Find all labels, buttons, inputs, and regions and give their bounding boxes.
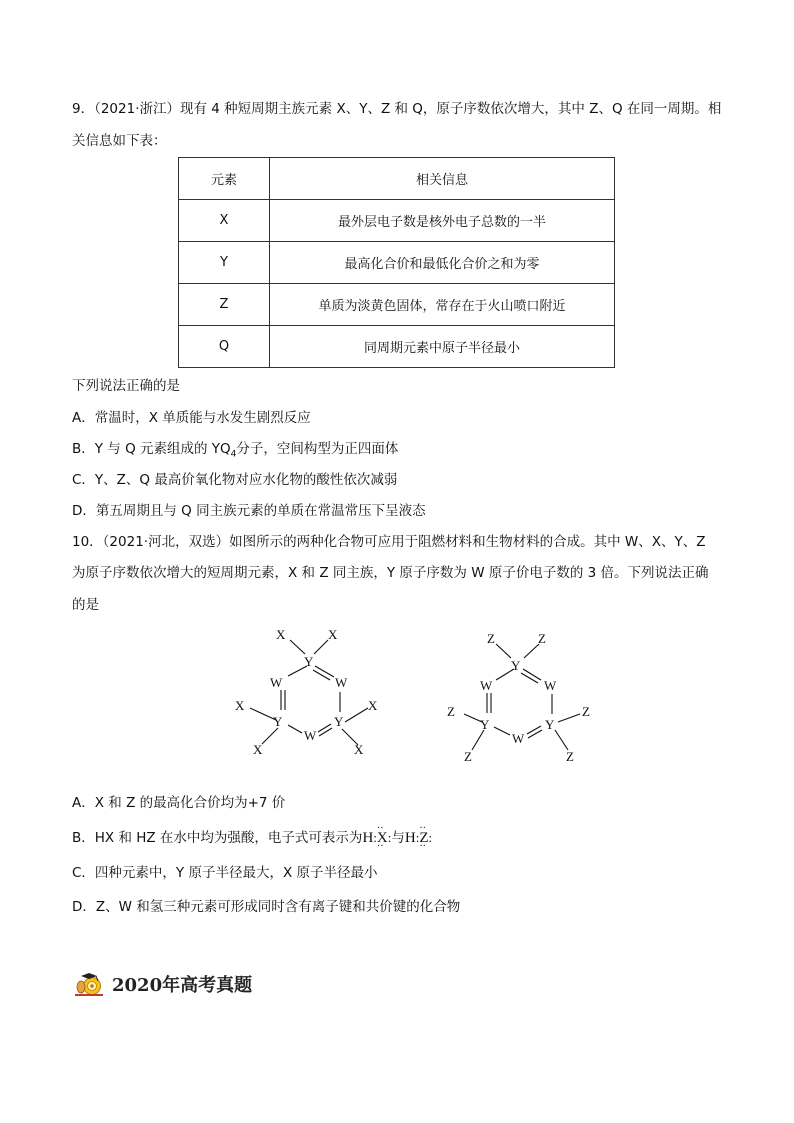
q10-stem-line1: 10．（2021·河北，双选）如图所示的两种化合物可应用于阻燃材料和生物材料的合成。其中 W、X、Y、Z [72,534,706,550]
table-cell-info: 单质为淡黄色固体，常存在于火山喷口附近 [270,284,615,326]
q10-option-a: A．X 和 Z 的最高化合价均为+7 价 [72,795,286,811]
q10-option-c: C．四种元素中，Y 原子半径最大，X 原子半径最小 [72,865,378,881]
atom-W-left: W [270,675,283,690]
q9-option-b-subscript: 4 [230,449,237,460]
atom-H: H [362,830,374,846]
atom-X-1: X [276,627,286,642]
atom-Y-left: Y [273,714,283,729]
q10-stem-line3: 的是 [72,597,99,613]
table-cell-info: 最高化合价和最低化合价之和为零 [270,242,615,284]
q9-option-b-text: B．Y 与 Q 元素组成的 YQ [72,441,231,457]
q10-option-b-text: B．HX 和 HZ 在水中均为强酸，电子式可表示为 [72,830,363,846]
q9-option-b-text-rest: 分子，空间构型为正四面体 [236,441,399,457]
compound-structure-1 [228,622,388,767]
atom-Y-top: Y [304,654,314,669]
atom-X-2: X [328,627,338,642]
q10-option-b-and: 与 [391,830,405,846]
atom-H: H [404,830,416,846]
scholar-mascot-icon [72,970,108,998]
q9-option-d: D．第五周期且与 Q 同主族元素的单质在常温常压下呈液态 [72,503,426,519]
atom-W-bottom: W [304,728,317,743]
atom-Z-6: Z [566,749,574,764]
electron-formula-hx: H:·· X ··: [362,830,391,846]
electron-formula-hz: H:·· Z ··: [405,830,432,846]
atom-Z-2: Z [538,631,546,646]
atom-W-right: W [544,678,557,693]
atom-Y-right: Y [545,717,555,732]
element-info-table [178,157,615,368]
section-heading [72,969,252,999]
table-cell-element: Q [179,326,270,368]
atom-X-4: X [253,742,263,757]
q10-stem-line2: 为原子序数依次增大的短周期元素，X 和 Z 同主族，Y 原子序数为 W 原子价电子数的 3 倍。下列说法正确 [72,565,709,581]
atom-X-5: X [368,698,378,713]
atom-X: X [376,830,388,846]
atom-W-bottom: W [512,731,525,746]
section-title: 2020年高考真题 [112,975,253,996]
table-header-info: 相关信息 [270,158,615,200]
q9-option-c: C．Y、Z、Q 最高价氧化物对应水化物的酸性依次减弱 [72,472,398,488]
q9-option-a: A．常温时，X 单质能与水发生剧烈反应 [72,410,311,426]
table-row [179,326,615,368]
table-cell-info: 最外层电子数是核外电子总数的一半 [270,200,615,242]
table-cell-element: Y [179,242,270,284]
compound-structure-2 [442,622,612,770]
atom-Y-left: Y [480,717,490,732]
q9-stem-line1: 9．（2021·浙江）现有 4 种短周期主族元素 X、Y、Z 和 Q，原子序数依次增大，其中 Z、Q 在同一周期。相 [72,101,722,117]
atom-X-6: X [354,742,364,757]
atom-X-dots [377,828,388,848]
q9-prompt: 下列说法正确的是 [72,378,180,394]
q9-option-b [72,439,398,465]
table-row [179,284,615,326]
table-header-element: 元素 [179,158,270,200]
table-row [179,200,615,242]
table-cell-info: 同周期元素中原子半径最小 [270,326,615,368]
q10-option-d: D．Z、W 和氢三种元素可形成同时含有离子键和共价键的化合物 [72,899,461,915]
q10-option-b [72,828,432,848]
atom-X-3: X [235,698,245,713]
atom-Z-5: Z [582,704,590,719]
table-cell-element: Z [179,284,270,326]
atom-Z-3: Z [447,704,455,719]
atom-W-right: W [335,675,348,690]
table-header-row [179,158,615,200]
table-cell-element: X [179,200,270,242]
atom-Y-top: Y [511,658,521,673]
atom-W-left: W [480,678,493,693]
atom-Z-dots [419,828,428,848]
table-row [179,242,615,284]
q9-stem-line2: 关信息如下表： [72,133,167,149]
atom-Z: Z [419,830,429,846]
atom-Z-4: Z [464,749,472,764]
atom-Y-right: Y [334,714,344,729]
atom-Z-1: Z [487,631,495,646]
